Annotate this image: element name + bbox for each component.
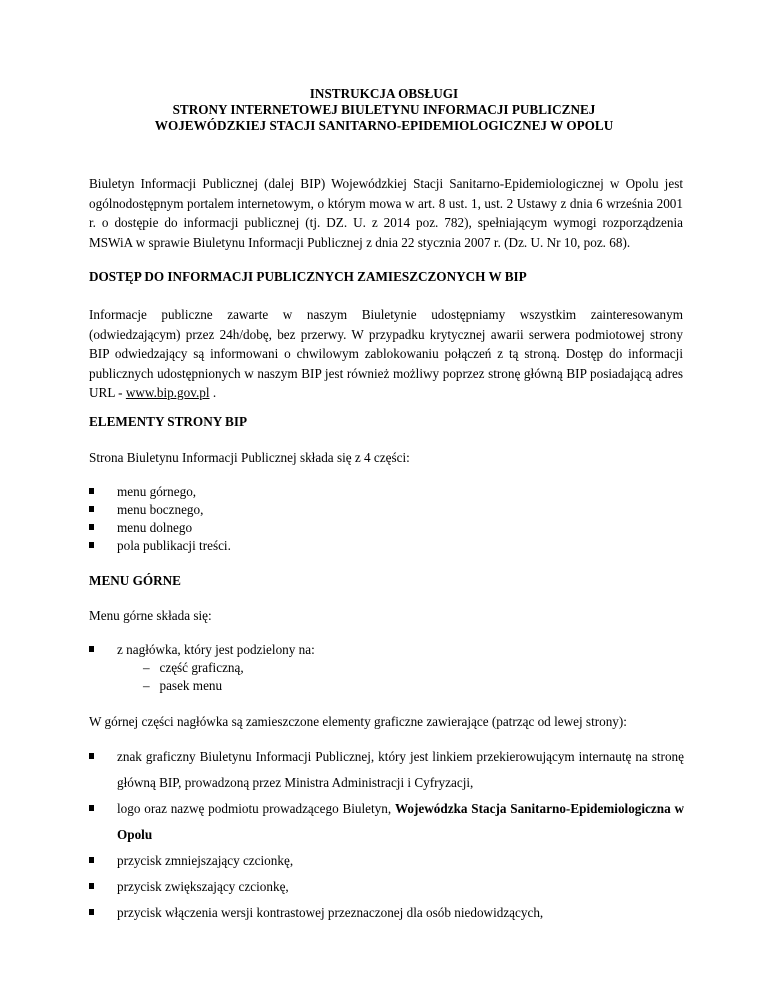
- document-title: [0, 86, 768, 134]
- list-item: [117, 501, 697, 519]
- access-text: Informacje publiczne zawarte w naszym Biuletynie udostępniamy wszystkim zainteresowanym (odwiedzającym) przez 24h/dobę, bez przerwy. W przypadku krytycznej awarii serwera podmiotowej strony BIP odwiedzający są informowani o chwilowym zablokowaniu połączeń z tą stroną. Dostęp do informacji publicznych udostępnionych w naszym BIP jest również możliwy poprzez stronę główną BIP posiadającą adres URL -: [89, 307, 683, 401]
- access-paragraph: [89, 305, 683, 403]
- title-line-1: INSTRUKCJA OBSŁUGI: [309, 86, 459, 101]
- dash-icon: –: [143, 678, 160, 693]
- sub-list-item: [143, 659, 723, 677]
- list-item-text: pola publikacji treści.: [117, 538, 231, 553]
- section-heading-elements: ELEMENTY STRONY BIP: [89, 414, 248, 429]
- bullet-icon: [89, 753, 94, 759]
- intro-paragraph: Biuletyn Informacji Publicznej (dalej BIP) Wojewódzkiej Stacji Sanitarno-Epidemiologicznej w Opolu jest ogólnodostępnym portalem internetowym, o którym mowa w art. 8 ust. 1, ust. 2 Ustawy z dnia 6 września 2001 r. o dostępie do informacji publicznej (tj. DZ. U. z 2014 poz. 782), spełniającym wymogi rozporządzenia MSWiA w sprawie Biuletynu Informacji Publicznej z dnia 22 stycznia 2007 r. (Dz. U. Nr 10, poz. 68).: [89, 176, 683, 250]
- list-item: [117, 848, 684, 874]
- dash-icon: –: [143, 660, 160, 675]
- elements-intro: Strona Biuletynu Informacji Publicznej składa się z 4 części:: [89, 450, 410, 465]
- list-item: [117, 483, 697, 501]
- sub-list-item-text: część graficzną,: [159, 660, 244, 675]
- list-item-text: logo oraz nazwę podmiotu prowadzącego Biuletyn,: [117, 801, 395, 816]
- bullet-icon: [89, 506, 94, 512]
- top-menu-intro: Menu górne składa się:: [89, 608, 212, 623]
- list-item-text: przycisk zmniejszający czcionkę,: [117, 853, 294, 868]
- list-item: [117, 874, 684, 900]
- list-item-text: przycisk zwiększający czcionkę,: [117, 879, 289, 894]
- bullet-icon: [89, 883, 94, 889]
- bullet-icon: [89, 542, 94, 548]
- section-heading-access: DOSTĘP DO INFORMACJI PUBLICZNYCH ZAMIESZCZONYCH W BIP: [89, 269, 527, 284]
- bullet-icon: [89, 646, 94, 652]
- list-item: [117, 537, 697, 555]
- title-line-3: WOJEWÓDZKIEJ STACJI SANITARNO-EPIDEMIOLOGICZNEJ W OPOLU: [154, 118, 614, 133]
- section-heading-top-menu: MENU GÓRNE: [89, 573, 181, 588]
- list-item: [117, 796, 684, 848]
- list-item-text: menu dolnego: [117, 520, 193, 535]
- sub-list-item: [143, 677, 723, 695]
- bullet-icon: [89, 524, 94, 530]
- bip-link[interactable]: www.bip.gov.pl: [125, 385, 210, 401]
- list-item-text: z nagłówka, który jest podzielony na:: [117, 642, 315, 657]
- top-menu-lead: W górnej części nagłówka są zamieszczone elementy graficzne zawierające (patrząc od lewej strony):: [89, 714, 627, 729]
- bullet-icon: [89, 488, 94, 494]
- title-line-2: STRONY INTERNETOWEJ BIULETYNU INFORMACJI PUBLICZNEJ: [172, 102, 596, 117]
- access-text-end: .: [209, 385, 217, 401]
- list-item: [117, 900, 684, 926]
- list-item-text: przycisk włączenia wersji kontrastowej przeznaczonej dla osób niedowidzących,: [117, 905, 544, 920]
- list-item-text: znak graficzny Biuletynu Informacji Publicznej, który jest linkiem przekierowującym internautę na stronę główną BIP, prowadzoną przez Ministra Administracji i Cyfryzacji,: [117, 749, 684, 790]
- list-item: [117, 744, 684, 796]
- list-item-text: menu górnego,: [117, 484, 197, 499]
- sub-list-item-text: pasek menu: [159, 678, 223, 693]
- list-item: [117, 519, 697, 537]
- list-item: [117, 641, 697, 659]
- list-item-text: menu bocznego,: [117, 502, 204, 517]
- bullet-icon: [89, 805, 94, 811]
- institution-name: Wojewódzka Stacja Sanitarno-Epidemiologiczna w Opolu: [117, 801, 684, 842]
- bullet-icon: [89, 857, 94, 863]
- bullet-icon: [89, 909, 94, 915]
